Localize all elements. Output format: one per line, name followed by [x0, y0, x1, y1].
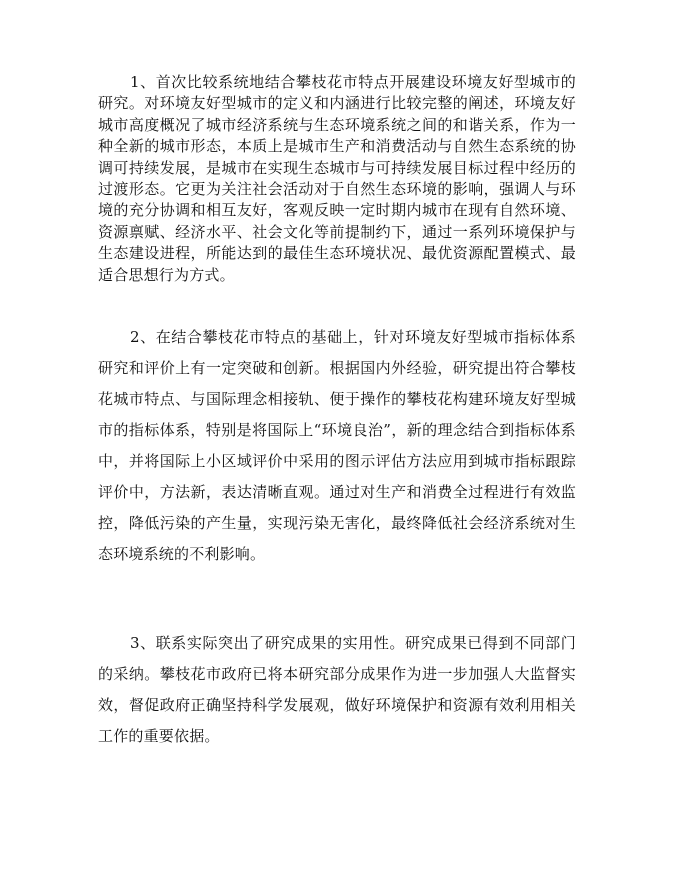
paragraph-2: 2、在结合攀枝花市特点的基础上，针对环境友好型城市指标体系研究和评价上有一定突破和创新。根据国内外经验，研究提出符合攀枝花城市特点、与国际理念相接轨、便于操作的攀枝花构建环境友好型城市的指标体系，特别是将国际上“环境良治”，新的理念结合到指标体系中，并将国际上小区域评价中采用的图示评估方法应用到城市指标跟踪评价中，方法新，表达清晰直观。通过对生产和消费全过程进行有效监控，降低污染的产生量，实现污染无害化，最终降低社会经济系统对生态环境系统的不利影响。 [98, 328, 576, 563]
paragraph-1: 1、首次比较系统地结合攀枝花市特点开展建设环境友好型城市的研究。对环境友好型城市的定义和内涵进行比较完整的阐述，环境友好城市高度概况了城市经济系统与生态环境系统之间的和谐关系，作为一种全新的城市形态，本质上是城市生产和消费活动与自然生态系统的协调可持续发展，是城市在实现生态城市与可持续发展目标过程中经历的过渡形态。它更为关注社会活动对于自然生态环境的影响，强调人与环境的充分协调和相互友好，客观反映一定时期内城市在现有自然环境、资源禀赋、经济水平、社会文化等前提制约下，通过一系列环境保护与生态建设进程，所能达到的最佳生态环境状况、最优资源配置模式、最适合思想行为方式。 [98, 73, 576, 284]
paragraph-3: 3、联系实际突出了研究成果的实用性。研究成果已得到不同部门的采纳。攀枝花市政府已将本研究部分成果作为进一步加强人大监督实效，督促政府正确坚持科学发展观，做好环境保护和资源有效利用相关工作的重要依据。 [98, 634, 576, 745]
